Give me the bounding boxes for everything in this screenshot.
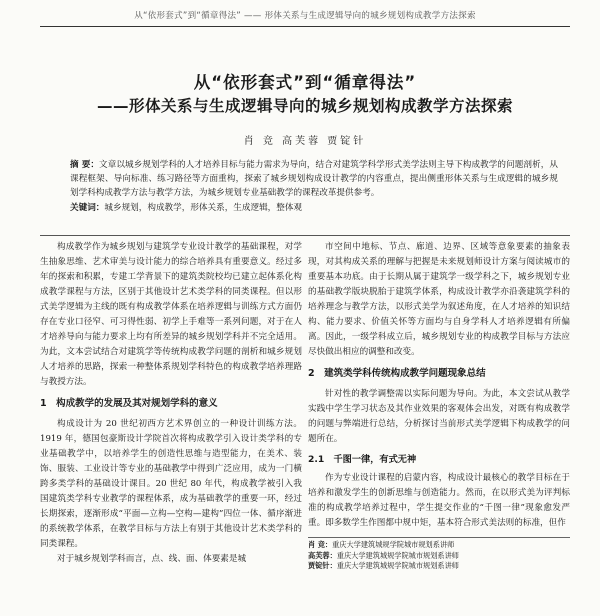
- section-2-paragraph: 针对性的教学调整需以实际问题为导向。为此，本文尝试从教学实践中学生学习状态及其作业效果的客观体会出发，对既有构成教学的问题与弊端进行总结，分析探讨当前形式美学逻辑下构成教学的问题所在。: [308, 389, 570, 444]
- abstract-label: 摘 要：: [70, 160, 100, 170]
- left-column: [40, 240, 302, 567]
- abstract-divider: [40, 235, 570, 236]
- footnote-affiliation: 重庆大学建筑城规学院城市规划系讲师: [336, 561, 459, 570]
- footnote-affiliation: 重庆大学建筑城规学院城市规划系讲师: [336, 550, 459, 560]
- section-2-1-heading: 2.1 千图一律，有式无神: [308, 454, 417, 465]
- footnote-author: 高芙蓉：: [308, 550, 337, 560]
- footnote-author: 贾锭针：: [308, 561, 337, 570]
- keywords-label: 关键词：: [70, 202, 105, 213]
- section-1-continued-paragraph: 市空间中地标、节点、廊道、边界、区域等意象要素的抽象表现，对其构成关系的理解与把握是未来规划师设计方案与阅读城市的重要基本功底。由于长期从属于建筑学一级学科之下，城乡规划专业的基础教学版块脱胎于建筑学体系，构成设计教学亦沿袭建筑学科的培养理念与教学方法，以形式美学为叙述角度，在人才培养的知识结构、能力要求、价值关怀等方面均与自身学科人才培养逻辑有所偏离。因此，一级学科成立后，城乡规划专业的构成教学目标与方法应尽快做出相应的调整和改变。: [308, 242, 570, 357]
- footnote-line: [308, 540, 570, 551]
- section-2-heading: 2 建筑类学科传统构成教学问题现象总结: [308, 368, 486, 379]
- footnote-line: [308, 561, 570, 572]
- section-2-1-paragraph: 作为专业设计课程的启蒙内容，构成设计最核心的教学目标在于培养和激发学生的创新思维与创造能力。然而，在以形式美为评判标准的构成教学培养过程中，学生提交作业的“千图一律”现象愈发严重。即多数学生作图都中规中矩，基本符合形式美法则的标准，但作: [308, 473, 570, 528]
- section-1-paragraph-1: 构成设计为 20 世纪初西方艺术界创立的一种设计训练方法。1919 年，德国包豪斯设计学院首次将构成教学引入设计类学科的专业基础教学中，以培养学生的创造性思维与造型能力，在美术、装饰、服装、工业设计等专业的基础教学中得到广泛应用，成为一门横跨多类学科的基础设计课目。20 世纪 80 年代，构成教学被引入我国建筑类学科专业教学的课程体系，成为基础教学的重要一环，经过长期探索，逐渐形成“平面—立构—空构—建构”四位一体、循序渐进的系统教学体系，在教学目标与方法上有别于其他设计艺术类学科的同类课程。: [40, 419, 302, 549]
- section-1-paragraph-2: 对于城乡规划学科而言，点、线、面、体要素是城: [57, 554, 247, 564]
- footnote-line: [308, 551, 570, 562]
- footnote-affiliation: 重庆大学建筑城规学院城市规划系讲师: [332, 540, 455, 549]
- author-footnote: [308, 537, 570, 572]
- keywords-text: 城乡规划，构成教学，形体关系，生成逻辑，整体观: [104, 202, 303, 213]
- article-title: 从“依形套式”到“循章得法”: [193, 73, 417, 92]
- author-line: 肖 竞 高芙蓉 贾锭针: [243, 136, 367, 147]
- keywords: [70, 201, 558, 215]
- right-column: [308, 240, 570, 572]
- section-1-heading: 1 构成教学的发展及其对规划学科的意义: [40, 398, 218, 409]
- abstract-body: [70, 158, 558, 201]
- footnote-author: 肖 竞：: [308, 540, 333, 549]
- intro-paragraph: 构成教学作为城乡规划与建筑学专业设计教学的基础课程，对学生抽象思维、艺术审美与设计能力的综合培养具有重要意义。经过多年的探索和积累，专建工学背景下的建筑类院校均已建立起体系化构成教学课程与方法，区别于其他设计艺术类学科的同类课程。但以形式美学逻辑为主线的既有构成教学体系在培养逻辑与训练方式方面仍存在专业口径窄、可习得性弱、初学上手难等一系列问题，对于在人才培养导向与能力要求上均有所差异的城乡规划学科并不完全适用。为此，文本尝试结合对建筑学等传统构成教学问题的剖析和城乡规划人才培养的思路，探索一种整体系规划学科特色的构成教学培养理路与教授方法。: [40, 242, 302, 387]
- title-block: [40, 72, 570, 116]
- abstract: [70, 158, 558, 215]
- abstract-text: 文章以城乡规划学科的人才培养目标与能力需求为导向，结合对建筑学科学形式美学法则主导下构成教学的问题剖析，从课程框架、导向标准、练习路径等方面重构，探索了城乡规划构成设计教学的内容重点，提出侧重形体关系与生成逻辑的城乡规划学科构成教学方法与教学方法，为城乡规划专业基础教学的课程改革提供参考。: [70, 160, 558, 199]
- running-header: 从“依形套式”到“循章得法” —— 形体关系与生成逻辑导向的城乡规划构成教学方法探索: [40, 8, 570, 27]
- article-subtitle: ——形体关系与生成逻辑导向的城乡规划构成教学方法探索: [96, 97, 513, 115]
